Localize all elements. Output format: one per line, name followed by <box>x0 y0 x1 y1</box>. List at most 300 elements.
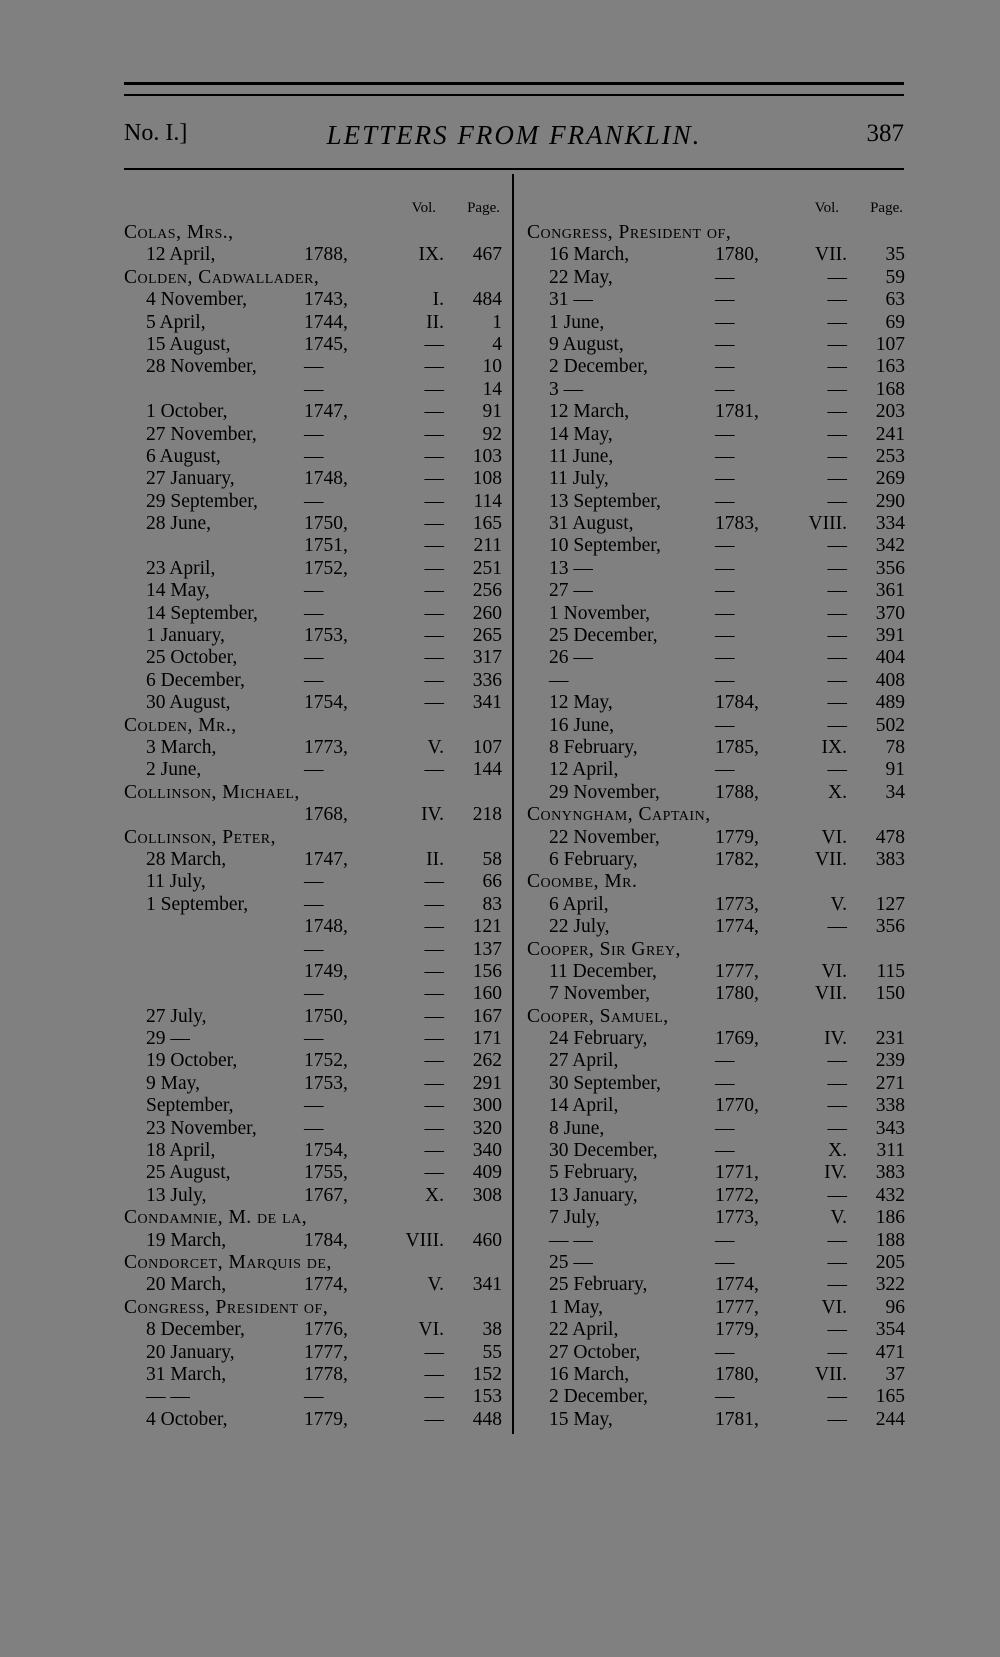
letter-date: 13 — <box>549 557 593 579</box>
letter-year: — <box>304 983 324 1005</box>
page-ref: 265 <box>472 625 502 647</box>
volume: — <box>424 356 444 378</box>
letter-year: 1754, <box>304 692 348 714</box>
volume: — <box>827 356 847 378</box>
letter-year: 1781, <box>715 401 759 423</box>
volume: — <box>424 1050 444 1072</box>
letter-date: 4 November, <box>146 289 248 311</box>
page-ref: 244 <box>875 1408 905 1430</box>
page-ref: 165 <box>472 513 502 535</box>
volume: — <box>827 333 847 355</box>
letter-date: 31 — <box>549 289 593 311</box>
letter-entry <box>527 1207 905 1229</box>
letter-date: 14 September, <box>146 602 258 624</box>
volume: VIII. <box>405 1229 444 1251</box>
page-ref: 338 <box>875 1095 905 1117</box>
letter-year: — <box>304 580 324 602</box>
letter-date: 27 January, <box>146 468 235 490</box>
page-ref: 37 <box>885 1363 905 1385</box>
letter-entry <box>124 1118 502 1140</box>
volume: — <box>424 1408 444 1430</box>
correspondent-heading <box>124 782 502 804</box>
letter-entry <box>527 1342 905 1364</box>
page-title: LETTERS FROM FRANKLIN. <box>326 120 702 150</box>
volume: — <box>827 625 847 647</box>
letter-year: 1745, <box>304 333 348 355</box>
letter-date: 15 August, <box>146 333 231 355</box>
volume: VII. <box>815 983 847 1005</box>
letter-date: 22 July, <box>549 916 610 938</box>
letter-entry <box>527 692 905 714</box>
correspondent-name: Collinson, Michael, <box>124 781 300 803</box>
volume: — <box>424 871 444 893</box>
letter-entry <box>527 312 905 334</box>
right-column <box>527 198 905 1431</box>
letter-year: 1747, <box>304 401 348 423</box>
letter-date: 11 June, <box>549 445 614 467</box>
left-entries <box>124 222 502 1431</box>
letter-entry <box>124 1028 502 1050</box>
page-ref: 35 <box>885 244 905 266</box>
letter-date: 3 March, <box>146 736 217 758</box>
volume: — <box>827 669 847 691</box>
correspondent-heading <box>527 871 905 893</box>
page-ref: 484 <box>472 289 502 311</box>
letter-date: 28 November, <box>146 356 257 378</box>
volume: — <box>827 1117 847 1139</box>
volume: IX. <box>418 244 444 266</box>
letter-date: 27 July, <box>146 1005 207 1027</box>
letter-entry <box>527 759 905 781</box>
letter-year: — <box>715 1072 735 1094</box>
volume: — <box>424 1363 444 1385</box>
letter-entry <box>124 379 502 401</box>
page-ref: 188 <box>875 1229 905 1251</box>
page-ref: 334 <box>875 513 905 535</box>
letter-date: 30 September, <box>549 1072 661 1094</box>
volume: — <box>827 311 847 333</box>
letter-entry <box>527 356 905 378</box>
letter-year: — <box>715 1229 735 1251</box>
letter-date: 10 September, <box>549 535 661 557</box>
letter-year: 1777, <box>715 1296 759 1318</box>
letter-year: — <box>715 266 735 288</box>
volume: X. <box>828 1140 847 1162</box>
letter-entry <box>527 1364 905 1386</box>
letter-year: 1748, <box>304 916 348 938</box>
page-header-label: Page. <box>870 200 903 216</box>
letter-year: — <box>715 423 735 445</box>
letter-entry <box>124 603 502 625</box>
volume: VI. <box>821 960 847 982</box>
letter-year: 1776, <box>304 1319 348 1341</box>
letter-entry <box>124 670 502 692</box>
page-ref: 361 <box>875 580 905 602</box>
page-ref: 322 <box>875 1274 905 1296</box>
letter-entry <box>527 1274 905 1296</box>
volume: VII. <box>815 244 847 266</box>
letter-date: 24 February, <box>549 1028 648 1050</box>
page-ref: 14 <box>482 378 502 400</box>
letter-entry <box>124 1386 502 1408</box>
letter-date: — <box>549 669 569 691</box>
letter-entry <box>124 558 502 580</box>
correspondent-name: Coombe, Mr. <box>527 871 638 893</box>
letter-entry <box>124 1006 502 1028</box>
letter-entry <box>124 849 502 871</box>
letter-date: 26 — <box>549 647 593 669</box>
correspondent-name: Congress, President of, <box>527 222 732 243</box>
page-ref: 153 <box>472 1386 502 1408</box>
correspondent-heading <box>124 267 502 289</box>
letter-entry <box>527 715 905 737</box>
letter-entry <box>124 1319 502 1341</box>
letter-entry <box>527 1095 905 1117</box>
page-ref: 336 <box>472 669 502 691</box>
page-ref: 108 <box>472 468 502 490</box>
letter-date: 6 August, <box>146 445 221 467</box>
letter-year: — <box>304 378 324 400</box>
column-divider <box>512 174 514 1434</box>
letter-year: 1779, <box>715 1319 759 1341</box>
volume: — <box>827 647 847 669</box>
letter-entry <box>527 1319 905 1341</box>
page-ref: 342 <box>875 535 905 557</box>
volume: — <box>424 916 444 938</box>
letter-entry <box>124 916 502 938</box>
letter-entry <box>124 424 502 446</box>
page-ref: 150 <box>875 983 905 1005</box>
letter-year: 1750, <box>304 1005 348 1027</box>
volume: — <box>827 714 847 736</box>
letter-entry <box>527 513 905 535</box>
letter-year: 1768, <box>304 804 348 826</box>
letter-entry <box>124 401 502 423</box>
letter-entry <box>124 289 502 311</box>
letter-entry <box>124 468 502 490</box>
letter-entry <box>527 468 905 490</box>
page-ref: 58 <box>482 848 502 870</box>
page-ref: 121 <box>472 916 502 938</box>
letter-year: 1773, <box>715 1207 759 1229</box>
letter-entry <box>124 244 502 266</box>
letter-year: 1777, <box>715 960 759 982</box>
volume: — <box>827 1274 847 1296</box>
letter-date: 25 December, <box>549 625 658 647</box>
letter-year: 1784, <box>304 1229 348 1251</box>
letter-year: — <box>715 714 735 736</box>
correspondent-name: Colden, Cadwallader, <box>124 266 320 288</box>
letter-year: 1772, <box>715 1184 759 1206</box>
letter-entry <box>124 513 502 535</box>
volume: — <box>827 692 847 714</box>
correspondent-heading <box>124 827 502 849</box>
page-ref: 34 <box>885 781 905 803</box>
volume: — <box>827 468 847 490</box>
volume: — <box>424 535 444 557</box>
page-ref: 408 <box>875 669 905 691</box>
page-ref: 241 <box>875 423 905 445</box>
letter-date: 19 October, <box>146 1050 238 1072</box>
letter-date: 30 August, <box>146 692 231 714</box>
letter-date: 12 March, <box>549 401 630 423</box>
letter-year: 1785, <box>715 736 759 758</box>
letter-date: 23 November, <box>146 1117 257 1139</box>
page-ref: 383 <box>875 1162 905 1184</box>
letter-year: 1769, <box>715 1028 759 1050</box>
letter-year: — <box>715 333 735 355</box>
letter-date: 9 August, <box>549 333 624 355</box>
letter-entry <box>124 692 502 714</box>
letter-date: 1 November, <box>549 602 651 624</box>
page-ref: 391 <box>875 625 905 647</box>
page-ref: 262 <box>472 1050 502 1072</box>
letter-date: 29 November, <box>549 781 660 803</box>
volume: I. <box>432 289 444 311</box>
letter-entry <box>124 737 502 759</box>
page-ref: 115 <box>876 960 905 982</box>
volume: — <box>424 938 444 960</box>
letter-year: — <box>715 602 735 624</box>
page-ref: 4 <box>492 333 502 355</box>
letter-date: 13 January, <box>549 1184 638 1206</box>
letter-date: 12 April, <box>549 759 619 781</box>
letter-year: 1747, <box>304 848 348 870</box>
page-ref: 137 <box>472 938 502 960</box>
letter-date: 16 March, <box>549 244 630 266</box>
letter-entry <box>527 1028 905 1050</box>
page-ref: 55 <box>482 1341 502 1363</box>
page-header-label: Page. <box>467 200 500 216</box>
page-ref: 203 <box>875 401 905 423</box>
page-ref: 171 <box>472 1028 502 1050</box>
page-ref: 59 <box>885 266 905 288</box>
letter-date: 11 December, <box>549 960 657 982</box>
letter-entry <box>124 1364 502 1386</box>
letter-date: 16 June, <box>549 714 614 736</box>
page-ref: 502 <box>875 714 905 736</box>
page-ref: 96 <box>885 1296 905 1318</box>
letter-date: 1 May, <box>549 1296 603 1318</box>
page-ref: 343 <box>875 1117 905 1139</box>
top-rule-thin <box>124 94 904 96</box>
letter-entry <box>527 401 905 423</box>
volume: — <box>424 445 444 467</box>
letter-entry <box>527 446 905 468</box>
volume: — <box>424 759 444 781</box>
volume: VI. <box>821 1296 847 1318</box>
volume: VI. <box>821 826 847 848</box>
letter-year: — <box>304 759 324 781</box>
letter-entry <box>527 849 905 871</box>
volume: IX. <box>821 736 847 758</box>
letter-entry <box>124 625 502 647</box>
letter-year: — <box>304 1117 324 1139</box>
letter-year: — <box>304 871 324 893</box>
letter-entry <box>527 603 905 625</box>
letter-entry <box>527 1050 905 1072</box>
page-ref: 92 <box>482 423 502 445</box>
volume: — <box>827 1251 847 1273</box>
page-ref: 211 <box>473 535 502 557</box>
right-column-header <box>527 198 905 222</box>
letter-date: 8 December, <box>146 1319 245 1341</box>
volume: — <box>424 378 444 400</box>
letter-entry <box>124 961 502 983</box>
page-ref: 165 <box>875 1386 905 1408</box>
letter-entry <box>124 871 502 893</box>
letter-date: 5 February, <box>549 1162 638 1184</box>
letter-year: 1774, <box>715 916 759 938</box>
letter-date: 12 May, <box>549 692 613 714</box>
letter-year: — <box>304 490 324 512</box>
letter-date: 6 February, <box>549 848 638 870</box>
letter-date: 6 April, <box>549 893 609 915</box>
page-ref: 471 <box>875 1341 905 1363</box>
header-rule <box>124 168 904 170</box>
letter-entry <box>527 558 905 580</box>
letter-entry <box>124 1162 502 1184</box>
letter-entry <box>124 1185 502 1207</box>
letter-date: 25 October, <box>146 647 238 669</box>
volume: — <box>827 423 847 445</box>
page-ref: 218 <box>472 804 502 826</box>
letter-year: 1774, <box>304 1274 348 1296</box>
volume: — <box>424 1072 444 1094</box>
volume: — <box>424 580 444 602</box>
letter-date: 2 June, <box>146 759 202 781</box>
letter-year: — <box>715 490 735 512</box>
page-ref: 63 <box>885 289 905 311</box>
letter-date: 14 April, <box>549 1095 619 1117</box>
letter-date: 1 January, <box>146 625 225 647</box>
letter-year: — <box>304 1095 324 1117</box>
letter-entry <box>527 961 905 983</box>
correspondent-name: Cooper, Samuel, <box>527 1005 669 1027</box>
page-ref: 460 <box>472 1229 502 1251</box>
correspondent-heading <box>527 939 905 961</box>
page-ref: 91 <box>885 759 905 781</box>
letter-entry <box>527 1118 905 1140</box>
letter-year: — <box>304 1028 324 1050</box>
page-ref: 320 <box>472 1117 502 1139</box>
letter-date: 23 April, <box>146 557 216 579</box>
letter-date: 27 October, <box>549 1341 641 1363</box>
page-ref: 467 <box>472 244 502 266</box>
letter-year: 1755, <box>304 1162 348 1184</box>
page-ref: 271 <box>875 1072 905 1094</box>
volume: — <box>827 602 847 624</box>
letter-entry <box>124 1274 502 1296</box>
page-ref: 300 <box>472 1095 502 1117</box>
letter-entry <box>124 1095 502 1117</box>
letter-entry <box>527 983 905 1005</box>
letter-entry <box>527 1230 905 1252</box>
letter-year: 1788, <box>715 781 759 803</box>
letter-year: 1782, <box>715 848 759 870</box>
letter-entry <box>527 244 905 266</box>
letter-date: 31 August, <box>549 513 634 535</box>
volume: — <box>827 1341 847 1363</box>
letter-date: 11 July, <box>549 468 609 490</box>
volume: — <box>827 445 847 467</box>
volume: — <box>827 401 847 423</box>
volume: — <box>827 916 847 938</box>
letter-entry <box>124 804 502 826</box>
correspondent-name: Condamnie, M. de la, <box>124 1207 308 1229</box>
letter-entry <box>527 1386 905 1408</box>
letter-year: 1771, <box>715 1162 759 1184</box>
letter-year: 1748, <box>304 468 348 490</box>
page-ref: 269 <box>875 468 905 490</box>
letter-year: 1780, <box>715 244 759 266</box>
volume: — <box>424 1095 444 1117</box>
right-entries <box>527 222 905 1431</box>
volume: — <box>424 602 444 624</box>
page-ref: 156 <box>472 960 502 982</box>
volume: — <box>424 669 444 691</box>
correspondent-heading <box>527 1006 905 1028</box>
volume: V. <box>830 1207 847 1229</box>
letter-entry <box>527 1252 905 1274</box>
page-ref: 239 <box>875 1050 905 1072</box>
letter-date: 1 September, <box>146 893 249 915</box>
volume: — <box>827 1386 847 1408</box>
page-ref: 341 <box>472 1274 502 1296</box>
letter-year: 1773, <box>715 893 759 915</box>
letter-year: 1780, <box>715 983 759 1005</box>
letter-date: 1 October, <box>146 401 228 423</box>
volume: — <box>424 1005 444 1027</box>
page-ref: 69 <box>885 311 905 333</box>
letter-date: 6 December, <box>146 669 245 691</box>
letter-entry <box>527 1297 905 1319</box>
letter-date: 3 — <box>549 378 584 400</box>
letter-year: 1751, <box>304 535 348 557</box>
volume: — <box>424 893 444 915</box>
letter-entry <box>527 782 905 804</box>
correspondent-heading <box>124 1207 502 1229</box>
letter-year: 1774, <box>715 1274 759 1296</box>
letter-date: 9 May, <box>146 1072 200 1094</box>
letter-date: 7 November, <box>549 983 651 1005</box>
page-ref: 152 <box>472 1363 502 1385</box>
letter-entry <box>527 670 905 692</box>
page-ref: 340 <box>472 1140 502 1162</box>
page-ref: 311 <box>876 1140 905 1162</box>
letter-entry <box>124 759 502 781</box>
letter-year: 1753, <box>304 1072 348 1094</box>
letter-date: 22 April, <box>549 1319 619 1341</box>
letter-entry <box>124 647 502 669</box>
correspondent-heading <box>124 222 502 244</box>
letter-year: — <box>304 669 324 691</box>
letter-entry <box>527 334 905 356</box>
letter-entry <box>124 1140 502 1162</box>
letter-year: — <box>304 423 324 445</box>
letter-year: — <box>715 1386 735 1408</box>
letter-entry <box>124 894 502 916</box>
volume: — <box>424 1341 444 1363</box>
volume: — <box>424 1386 444 1408</box>
letter-entry <box>124 491 502 513</box>
page-ref: 66 <box>482 871 502 893</box>
section-number: No. I.] <box>124 120 188 146</box>
letter-year: — <box>715 1140 735 1162</box>
page-ref: 127 <box>875 893 905 915</box>
letter-year: — <box>715 1117 735 1139</box>
volume: — <box>424 557 444 579</box>
